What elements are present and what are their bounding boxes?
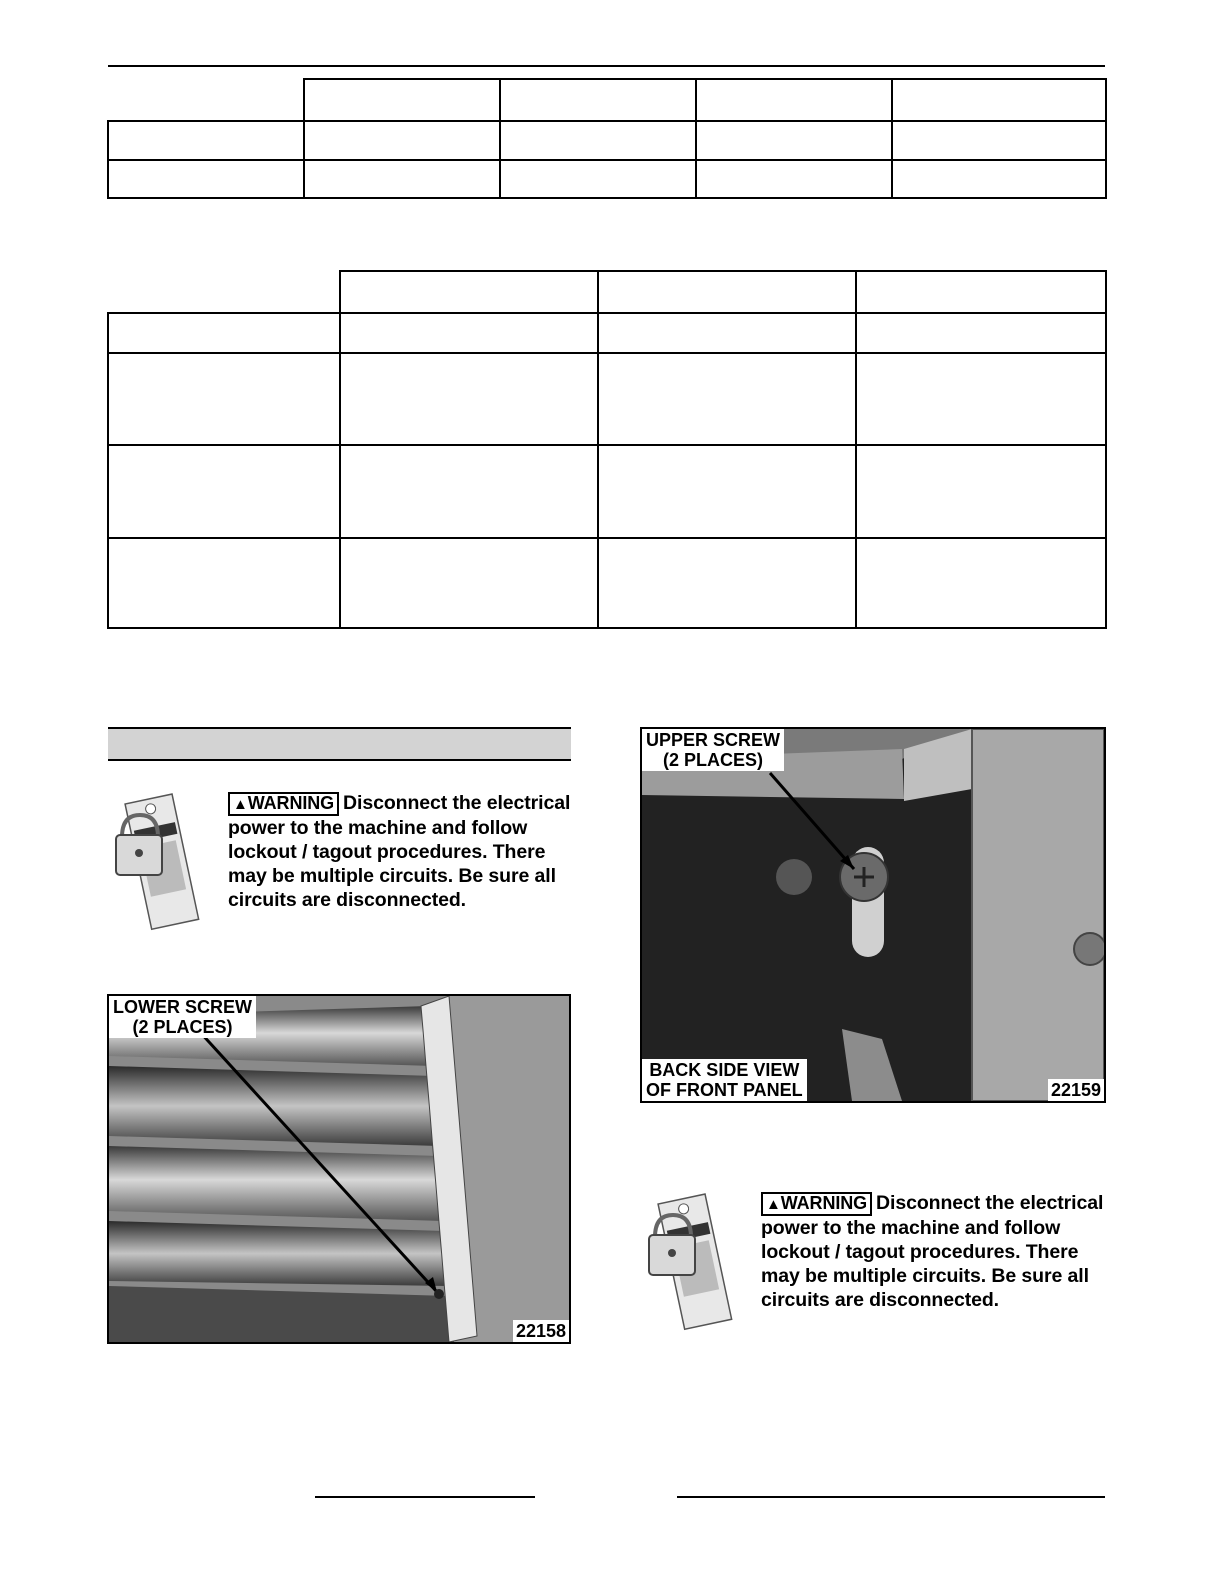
table-row — [108, 445, 1106, 538]
table-row — [108, 121, 1106, 160]
upper-screw-callout: UPPER SCREW (2 PLACES) — [642, 729, 784, 771]
table-row — [108, 353, 1106, 445]
table-row — [108, 538, 1106, 628]
figure-number-22158: 22158 — [513, 1320, 569, 1342]
table-row — [108, 271, 1106, 313]
lower-screw-photo — [107, 994, 571, 1344]
table-row — [108, 313, 1106, 353]
spec-table-2 — [107, 270, 1107, 629]
table-row — [108, 160, 1106, 198]
header-rule — [108, 65, 1105, 67]
back-side-view-caption: BACK SIDE VIEW OF FRONT PANEL — [642, 1059, 807, 1101]
table-row — [108, 79, 1106, 121]
lockout-tag-icon — [641, 1187, 756, 1337]
lockout-warning-1 — [108, 787, 571, 937]
warning-text: ▲WARNING Disconnect the electrical power to the machine and follow lockout / tagout procedures. There may be multiple circuits. Be sure all circuits are disconnected. — [761, 1192, 1104, 1311]
lockout-warning-2 — [641, 1187, 1104, 1337]
figure-number-22159: 22159 — [1048, 1079, 1104, 1101]
lower-screw-callout: LOWER SCREW (2 PLACES) — [109, 996, 256, 1038]
upper-screw-photo — [640, 727, 1106, 1103]
lockout-tag-icon — [108, 787, 223, 937]
footer-rule-right — [677, 1496, 1105, 1498]
warning-text: ▲WARNING Disconnect the electrical power to the machine and follow lockout / tagout procedures. There may be multiple circuits. Be sure all circuits are disconnected. — [228, 792, 571, 911]
warning-triangle-icon: ▲ — [766, 1196, 781, 1213]
spec-table-1 — [107, 78, 1107, 199]
section-heading-bar — [108, 727, 571, 761]
warning-triangle-icon: ▲ — [233, 796, 248, 813]
warning-badge: ▲WARNING — [228, 792, 339, 816]
warning-badge: ▲WARNING — [761, 1192, 872, 1216]
footer-rule-left — [315, 1496, 535, 1498]
